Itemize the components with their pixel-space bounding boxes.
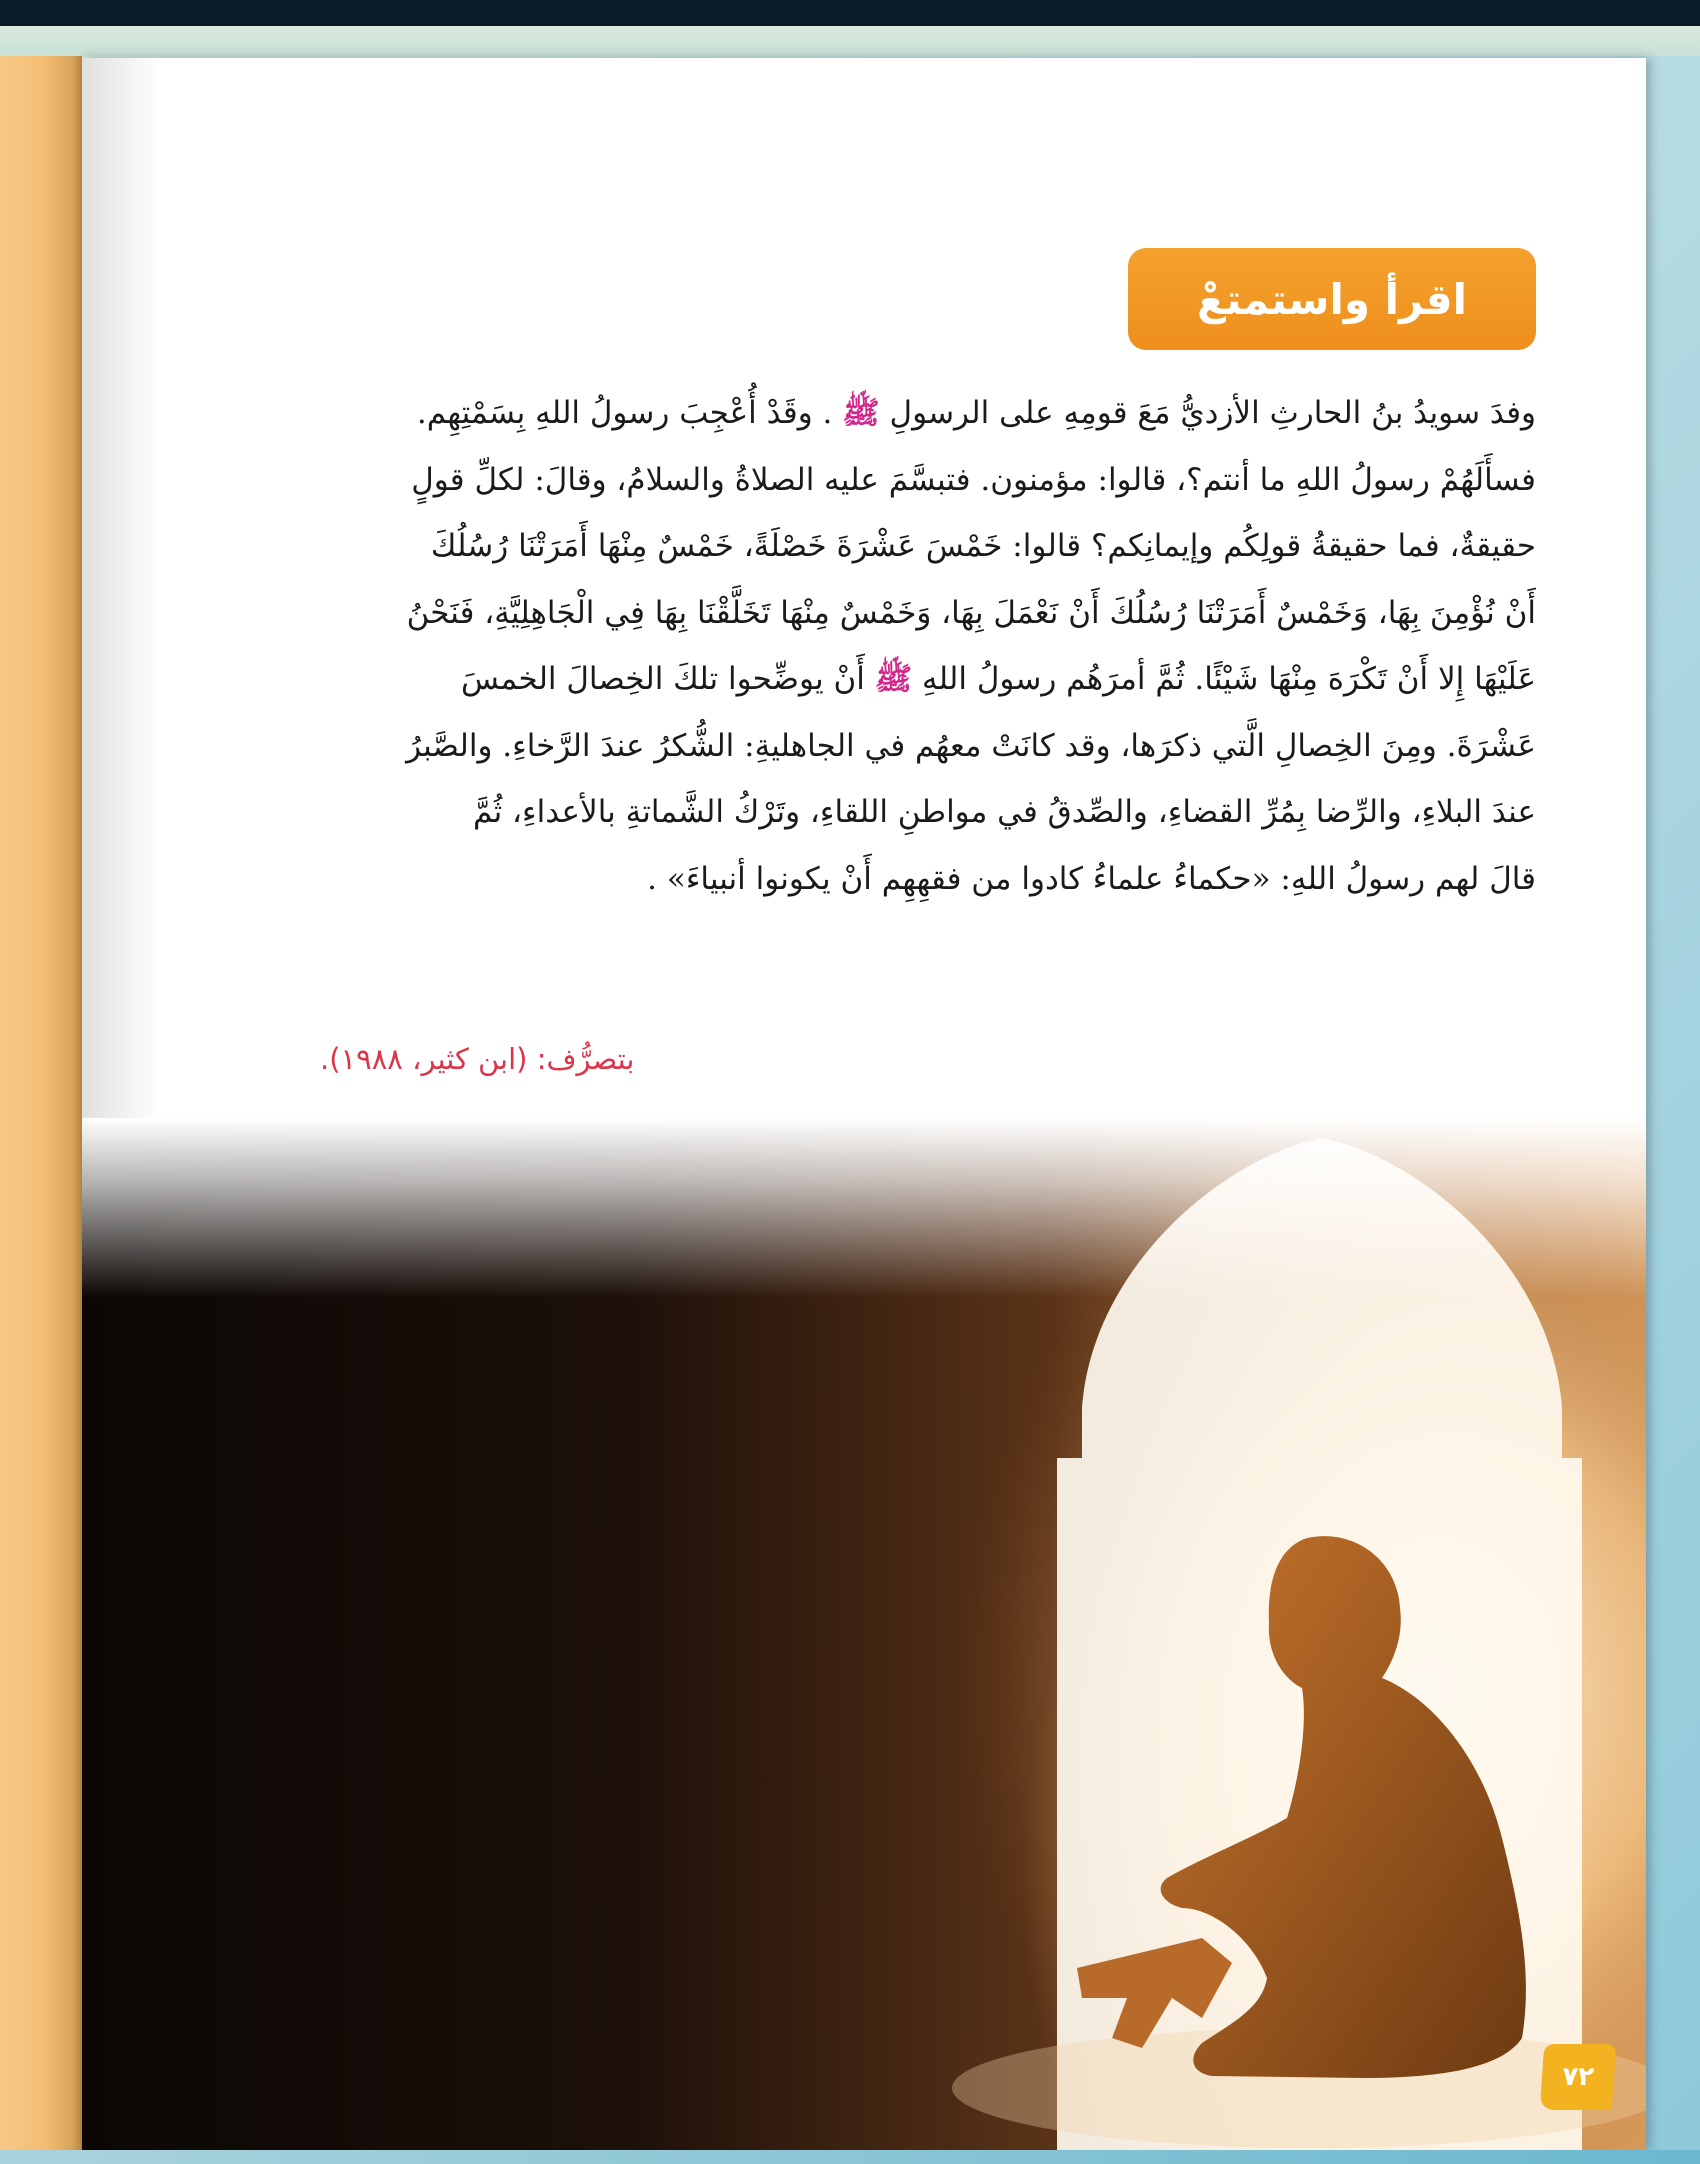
pbuh-honorific: ﷺ <box>874 661 913 697</box>
passage-line: عَشْرَةَ. ومِنَ الخِصالِ الَّتي ذكرَها، وقد كانَتْ معهُم في الجاهليةِ: الشُّكرُ عندَ الرَّخاءِ. والصَّبرُ <box>406 727 1536 764</box>
passage-line: أَنْ نُؤْمِنَ بِهَا، وَخَمْسٌ أَمَرَتْنَا رُسُلُكَ أَنْ نَعْمَلَ بِهَا، وَخَمْسٌ مِنْهَا تَخَلَّقْنَا بِهَا فِي الْجَاهِلِيَّةِ، فَنَحْنُ <box>406 594 1536 631</box>
passage-line: عَلَيْهَا إِلا أَنْ تَكْرَهَ مِنْهَا شَيْئًا. ثُمَّ أمرَهُم رسولُ اللهِ ﷺ أَنْ يوضِّحوا تلكَ الخِصالَ الخمسَ <box>461 661 1536 697</box>
section-header: اقرأ واستمتعْ <box>1128 248 1536 350</box>
reading-passage <box>300 380 1536 912</box>
pbuh-honorific: ﷺ <box>842 395 880 431</box>
passage-line: حقيقةٌ، فما حقيقةُ قولِكُم وإيمانِكم؟ قالوا: خَمْسَ عَشْرَةَ خَصْلَةً، خَمْسٌ مِنْهَا أَمَرَتْنَا رُسُلُكَ <box>430 528 1536 564</box>
viewer-top-bar <box>0 0 1700 26</box>
illustration-photo <box>82 1118 1646 2150</box>
book-spine <box>0 56 82 2150</box>
passage-line: عندَ البلاءِ، والرِّضا بِمُرِّ القضاءِ، والصِّدقُ في مواطنِ اللقاءِ، وتَرْكُ الشَّماتةِ بالأعداءِ، ثُمَّ <box>472 794 1536 830</box>
photo-top-fade <box>82 1118 1646 1298</box>
source-citation: بتصرُّف: (ابن كثير، ١٩٨٨). <box>320 1042 635 1076</box>
book-page <box>82 58 1646 2150</box>
passage-line: فسأَلَهُمْ رسولُ اللهِ ما أنتم؟، قالوا: مؤمنون. فتبسَّمَ عليه الصلاةُ والسلامُ، وقالَ: لكلِّ قولٍ <box>411 461 1536 498</box>
page-gutter-shade <box>82 58 162 1118</box>
passage-line: وفدَ سويدُ بنُ الحارثِ الأزديُّ مَعَ قومِهِ على الرسولِ ﷺ . وقَدْ أُعْجِبَ رسولُ اللهِ بِسَمْتِهِم. <box>416 395 1536 431</box>
page-number: ٧٢ <box>1540 2044 1617 2110</box>
viewer-bottom-edge <box>0 2150 1700 2164</box>
viewer-top-edge <box>0 26 1700 56</box>
passage-line: قالَ لهم رسولُ اللهِ: «حكماءُ علماءُ كادوا من فقهِهِم أَنْ يكونوا أنبياءَ» . <box>647 860 1536 897</box>
